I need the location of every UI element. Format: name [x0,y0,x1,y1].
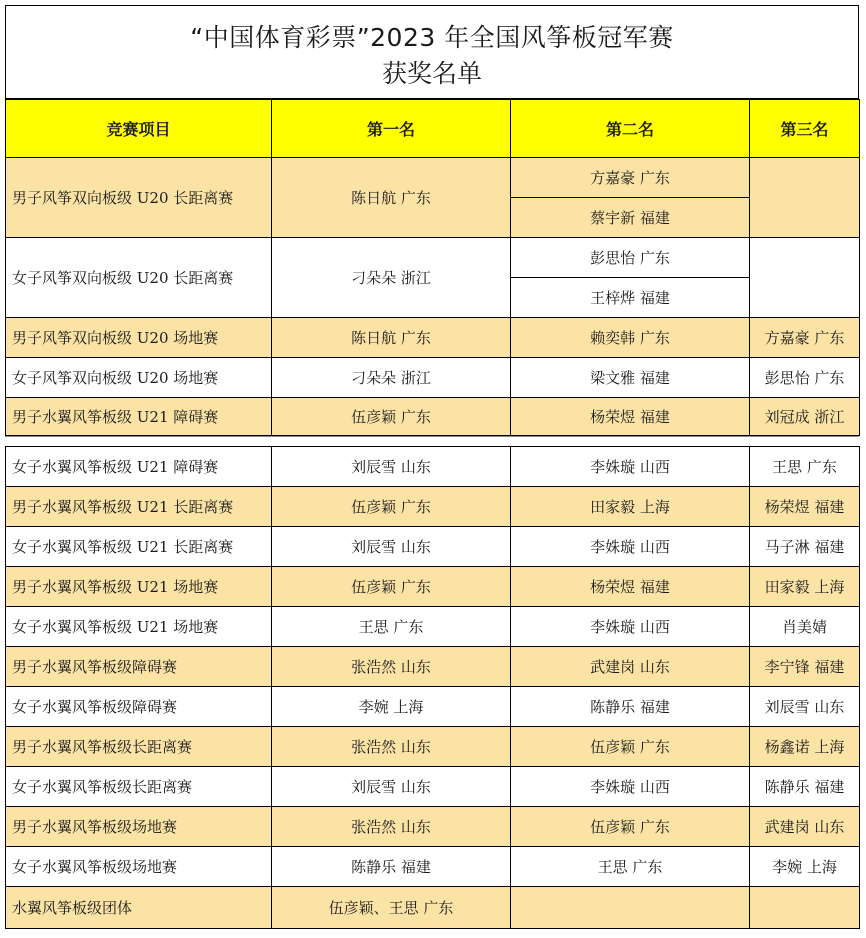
event-name: 水翼风筝板级团体 [6,887,272,929]
third-place: 杨荣煜 福建 [750,487,860,527]
event-name: 男子水翼风筝板级场地赛 [6,807,272,847]
table-row [6,487,860,527]
event-name: 女子水翼风筝板级 U21 长距离赛 [6,527,272,567]
first-place: 张浩然 山东 [272,727,511,767]
third-place: 方嘉豪 广东 [750,318,860,358]
first-place: 李婉 上海 [272,687,511,727]
second-place: 李姝璇 山西 [511,607,750,647]
second-place [511,887,750,929]
event-name: 女子风筝双向板级 U20 长距离赛 [6,238,272,318]
third-place: 彭思怡 广东 [750,358,860,398]
event-name: 男子风筝双向板级 U20 场地赛 [6,318,272,358]
first-place: 王思 广东 [272,607,511,647]
first-place: 刘辰雪 山东 [272,447,511,487]
second-place: 伍彦颖 广东 [511,727,750,767]
third-place: 马子淋 福建 [750,527,860,567]
event-name: 男子水翼风筝板级 U21 场地赛 [6,567,272,607]
header-event: 竞赛项目 [6,100,272,158]
event-name: 女子水翼风筝板级长距离赛 [6,767,272,807]
first-place: 陈日航 广东 [272,318,511,358]
table-row [6,607,860,647]
second-place: 王梓烨 福建 [511,278,750,318]
first-place: 刘辰雪 山东 [272,527,511,567]
second-place: 杨荣煜 福建 [511,398,750,436]
first-place: 刘辰雪 山东 [272,767,511,807]
second-place: 王思 广东 [511,847,750,887]
table-row [6,567,860,607]
first-place: 陈日航 广东 [272,158,511,238]
event-name: 男子水翼风筝板级障碍赛 [6,647,272,687]
third-place: 田家毅 上海 [750,567,860,607]
header-first: 第一名 [272,100,511,158]
third-place: 杨鑫诺 上海 [750,727,860,767]
event-name: 女子水翼风筝板级障碍赛 [6,687,272,727]
third-place [750,158,860,238]
third-place: 刘辰雪 山东 [750,687,860,727]
first-place: 刁朵朵 浙江 [272,238,511,318]
table-row [6,807,860,847]
third-place: 肖美婧 [750,607,860,647]
second-place: 田家毅 上海 [511,487,750,527]
third-place: 刘冠成 浙江 [750,398,860,436]
table-row [6,727,860,767]
page-subtitle: 获奖名单 [381,59,482,88]
table-row [6,687,860,727]
third-place: 武建岗 山东 [750,807,860,847]
second-place: 蔡宇新 福建 [511,198,750,238]
second-place: 武建岗 山东 [511,647,750,687]
second-place: 李姝璇 山西 [511,447,750,487]
first-place: 伍彦颖 广东 [272,567,511,607]
third-place: 王思 广东 [750,447,860,487]
table-row [6,358,860,398]
second-place: 赖奕韩 广东 [511,318,750,358]
first-place: 刁朵朵 浙江 [272,358,511,398]
third-place: 李宁锋 福建 [750,647,860,687]
first-place: 张浩然 山东 [272,647,511,687]
second-place: 方嘉豪 广东 [511,158,750,198]
table-row [6,447,860,487]
table-row [6,647,860,687]
results-table-top [5,99,860,436]
page-title: “中国体育彩票”2023 年全国风筝板冠军赛 [190,23,674,52]
first-place: 伍彦颖、王思 广东 [272,887,511,929]
second-place: 彭思怡 广东 [511,238,750,278]
event-name: 男子水翼风筝板级 U21 长距离赛 [6,487,272,527]
first-place: 伍彦颖 广东 [272,398,511,436]
event-name: 男子水翼风筝板级长距离赛 [6,727,272,767]
table-row [6,847,860,887]
second-place: 李姝璇 山西 [511,527,750,567]
title-box [5,5,859,99]
table-row [6,238,860,278]
second-place: 李姝璇 山西 [511,767,750,807]
header-second: 第二名 [511,100,750,158]
third-place [750,238,860,318]
first-place: 伍彦颖 广东 [272,487,511,527]
table-row [6,398,860,436]
event-name: 女子水翼风筝板级 U21 障碍赛 [6,447,272,487]
third-place [750,887,860,929]
event-name: 男子风筝双向板级 U20 长距离赛 [6,158,272,238]
table-row [6,767,860,807]
page-break [5,436,859,446]
table-row [6,158,860,198]
event-name: 女子水翼风筝板级 U21 场地赛 [6,607,272,647]
table-row [6,527,860,567]
second-place: 杨荣煜 福建 [511,567,750,607]
event-name: 男子水翼风筝板级 U21 障碍赛 [6,398,272,436]
event-name: 女子水翼风筝板级场地赛 [6,847,272,887]
third-place: 李婉 上海 [750,847,860,887]
header-third: 第三名 [750,100,860,158]
second-place: 伍彦颖 广东 [511,807,750,847]
table-row [6,887,860,929]
second-place: 梁文雅 福建 [511,358,750,398]
third-place: 陈静乐 福建 [750,767,860,807]
first-place: 张浩然 山东 [272,807,511,847]
table-row [6,318,860,358]
second-place: 陈静乐 福建 [511,687,750,727]
first-place: 陈静乐 福建 [272,847,511,887]
event-name: 女子风筝双向板级 U20 场地赛 [6,358,272,398]
results-table-bottom [5,446,860,929]
